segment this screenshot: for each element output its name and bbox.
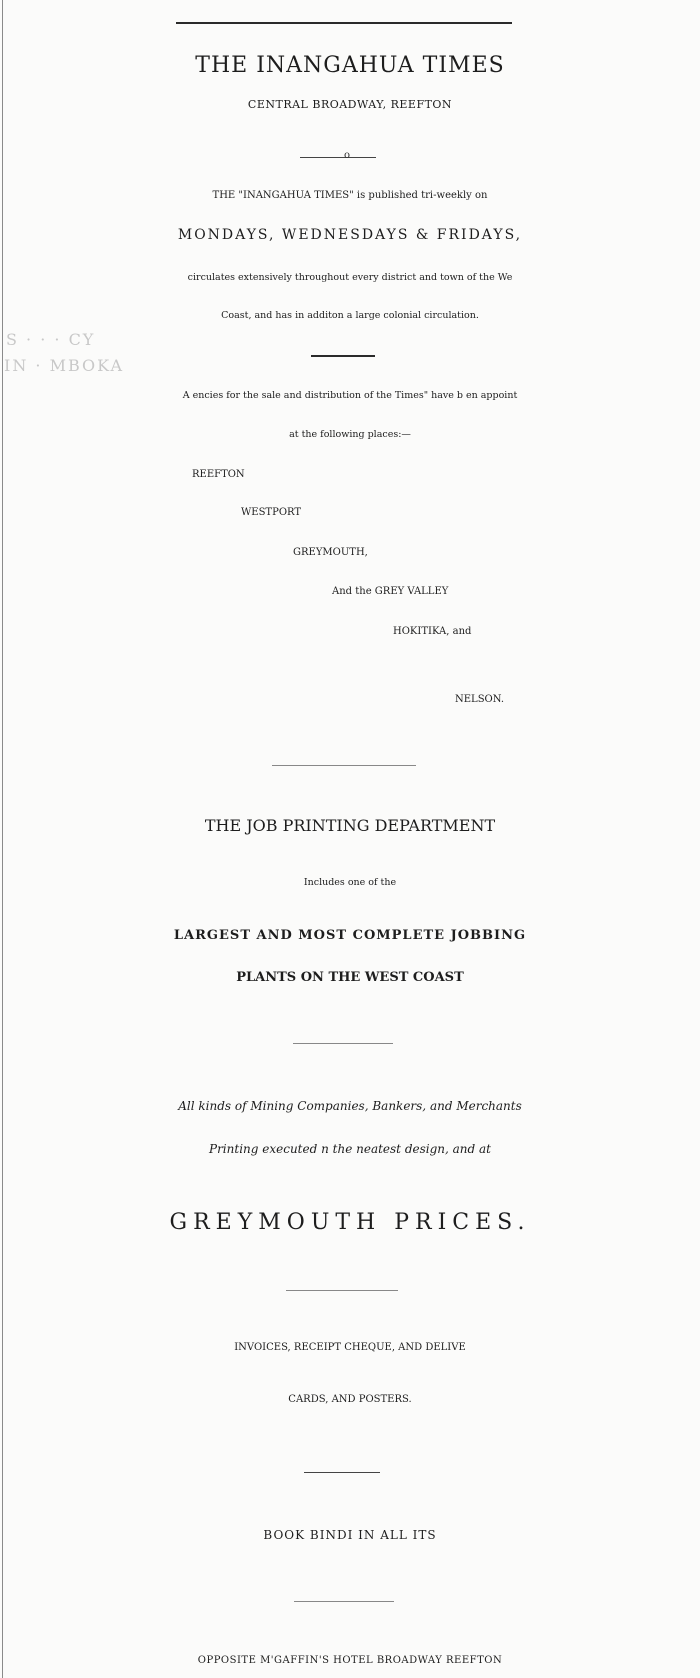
job-printing-plants: PLANTS ON THE WEST COAST — [236, 970, 464, 985]
job-printing-includes: Includes one of the — [303, 877, 397, 888]
ghost-text: S · · · CY — [6, 330, 96, 349]
place-westport: WESTPORT — [241, 507, 302, 518]
place-grey-valley: And the GREY VALLEY — [332, 586, 449, 597]
place-greymouth: GREYMOUTH, — [293, 547, 368, 558]
ornament-divider — [300, 157, 376, 158]
publication-line: THE "INANGAHUA TIMES" is published tri-weekly on — [212, 190, 488, 201]
section-divider — [311, 355, 375, 357]
section-divider — [293, 1043, 393, 1044]
section-divider — [286, 1290, 398, 1291]
invoices-line: CARDS, AND POSTERS. — [288, 1394, 412, 1405]
invoices-line: INVOICES, RECEIPT CHEQUE, AND DELIVE — [234, 1342, 466, 1353]
agencies-places-intro: at the following places:— — [289, 429, 411, 440]
publication-colonial: Coast, and has in additon a large colonial circulation. — [221, 310, 479, 321]
place-nelson: NELSON. — [455, 694, 505, 705]
section-divider — [294, 1601, 394, 1602]
top-rule — [176, 22, 512, 24]
masthead-address: CENTRAL BROADWAY, REEFTON — [247, 98, 453, 111]
section-divider — [272, 765, 416, 766]
ghost-text: IN · MBOKA — [4, 356, 124, 375]
footer-address: OPPOSITE M'GAFFIN'S HOTEL BROADWAY REEFTON — [197, 1655, 503, 1666]
mining-line: All kinds of Mining Companies, Bankers, and Merchants — [178, 1099, 522, 1113]
section-divider — [304, 1472, 380, 1473]
place-reefton: REEFTON — [192, 469, 245, 480]
place-hokitika: HOKITIKA, and — [393, 626, 472, 637]
ornament-dot: o — [344, 150, 351, 161]
publication-days: MONDAYS, WEDNESDAYS & FRIDAYS, — [177, 227, 523, 243]
publication-circulation: circulates extensively throughout every district and town of the We — [187, 272, 513, 283]
mining-line: Printing executed n the neatest design, and at — [209, 1142, 491, 1156]
masthead-title: THE INANGAHUA TIMES — [195, 53, 505, 78]
job-printing-heading: THE JOB PRINTING DEPARTMENT — [204, 816, 496, 835]
book-binding-line: BOOK BINDI IN ALL ITS — [263, 1528, 437, 1542]
job-printing-largest: LARGEST AND MOST COMPLETE JOBBING — [173, 928, 527, 943]
page-edge-rule — [2, 0, 3, 1678]
agencies-line: A encies for the sale and distribution of the Times" have b en appoint — [182, 390, 518, 401]
greymouth-prices: GREYMOUTH PRICES. — [169, 1210, 531, 1235]
